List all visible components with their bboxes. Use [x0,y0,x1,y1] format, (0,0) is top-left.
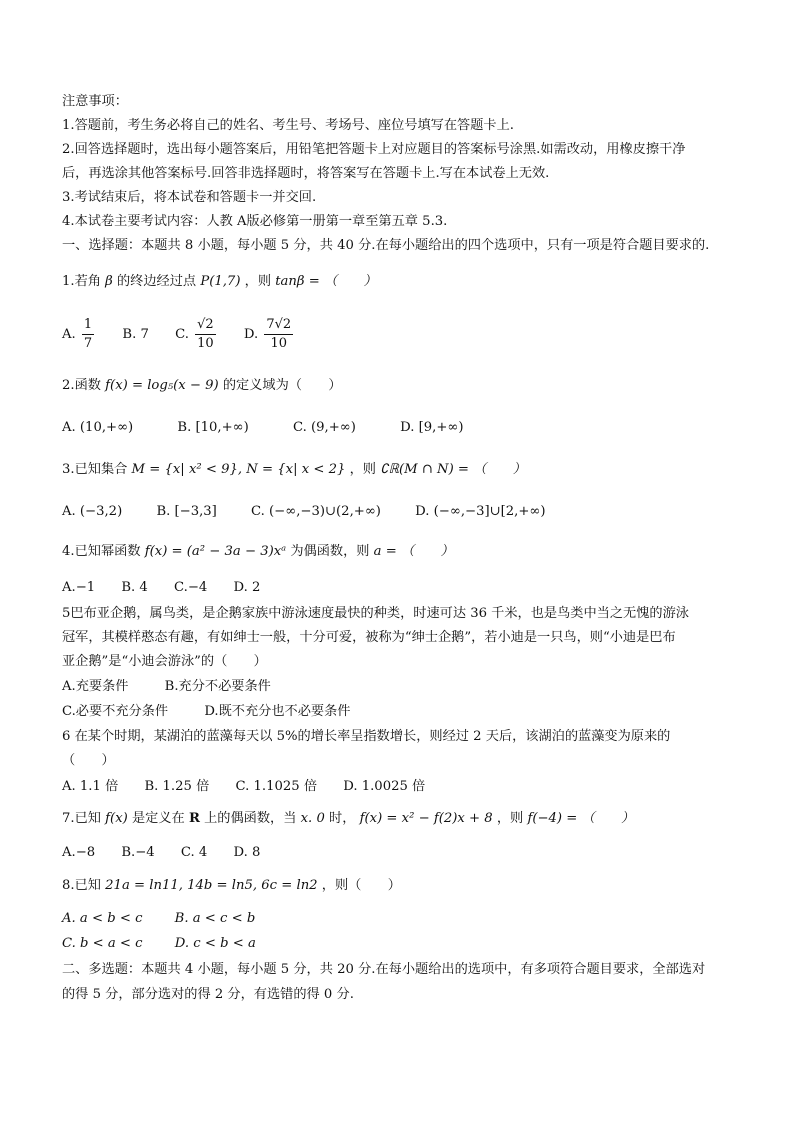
q1-option-c [175,315,218,355]
q7-expression-2: f(−4) = （ ） [527,811,635,826]
q7-stem-a: 7.已知 [62,811,101,826]
q1-stem-c: ，则 [244,274,272,289]
q3-option-a: A. (−3,2) [62,504,123,519]
q5-option-a: A.充要条件 [62,679,129,694]
notice-item-2-cont: 后，再选涂其他答案标号.回答非选择题时，将答案写在答题卡上.写在本试卷上无效. [62,166,550,181]
q6-line-1: 6 在某个时期，某湖泊的蓝藻每天以 5%的增长率呈指数增长，则经过 2 天后，该湖泊的蓝藻变为原来的 [62,729,671,744]
notice-item-1: 1.答题前，考生务必将自己的姓名、考生号、考场号、座位号填写在答题卡上. [62,118,514,133]
q1-option-a-numerator: 1 [82,316,94,335]
q1-option-c-fraction [195,316,216,353]
q1-tan: tanβ = （ ） [275,274,377,289]
q5-line-1: 5巴布亚企鹅，属鸟类，是企鹅家族中游泳速度最快的种类，时速可达 36 千米，也是鸟类中当之无愧的游泳 [62,606,689,621]
q1-option-d-denominator: 10 [270,336,288,351]
q1-option-d-label: D. [243,327,259,342]
q1-point: P(1,7) [200,274,241,289]
q7-stem-e: ，则 [496,811,524,826]
q1-beta: β [105,274,113,289]
q1-stem [62,272,377,292]
q4-option-b: B. 4 [121,580,148,595]
q7-real-set: R [188,811,200,826]
q8-option-c: C. b < a < c [62,936,143,951]
q3-option-c: C. (−∞,−3)∪(2,+∞) [251,504,381,519]
q1-stem-a: 1.若角 [62,274,101,289]
q4-options [62,578,282,598]
q8-option-b: B. a < c < b [174,911,256,926]
q5-option-b: B.充分不必要条件 [164,679,271,694]
q1-option-c-label: C. [175,327,189,342]
notice-item-4: 4.本试卷主要考试内容：人教 A版必修第一册第一章至第五章 5.3. [62,214,448,229]
q8-options-row-2 [62,934,278,954]
q4-option-d: D. 2 [233,580,261,595]
q8-expression: 21a = ln11, 14b = ln5, 6c = ln2 [105,878,318,893]
q2-expression: f(x) = log₅(x − 9) [105,378,219,393]
q3-options [62,502,568,522]
q2-option-d: D. [9,+∞) [400,420,464,435]
q7-option-b: B.−4 [121,845,155,860]
q1-option-c-numerator: √2 [195,316,216,335]
q3-stem-b: ，则 [349,462,376,477]
q1-option-d-fraction [264,316,293,353]
q3-stem [62,460,526,480]
q7-options [62,843,282,863]
section2-line-1: 二、多选题：本题共 4 小题，每小题 5 分，共 20 分.在每小题给出的选项中，有多项符合题目要求，全部选对 [62,962,706,977]
notice-item-2: 2.回答选择题时，选出每小题答案后，用铅笔把答题卡上对应题目的答案标号涂黑.如需改动，用橡皮擦干净 [62,142,686,157]
q6-options [62,777,447,797]
q8-stem [62,876,401,896]
q6-option-d: D. 1.0025 倍 [343,779,426,794]
q5-option-c: C.必要不充分条件 [62,704,169,719]
q1-option-d [244,315,295,355]
q1-options [62,315,317,355]
q8-option-a: A. a < b < c [62,911,143,926]
q7-option-a: A.−8 [62,845,96,860]
q2-option-a: A. (10,+∞) [62,420,134,435]
q7-fx: f(x) [105,811,128,826]
q8-stem-a: 8.已知 [62,878,101,893]
q6-option-c: C. 1.1025 倍 [235,779,318,794]
q7-expression: f(x) = x² − f(2)x + 8 [359,811,493,826]
q2-options [62,418,486,438]
q5-options-row-1 [62,677,293,697]
q2-stem-a: 2.函数 [62,378,101,393]
q3-option-b: B. [−3,3] [156,504,217,519]
q3-expression-2: ∁ℝ(M ∩ N) = （ ） [380,462,526,477]
q6-option-b: B. 1.25 倍 [144,779,210,794]
q2-option-c: C. (9,+∞) [293,420,356,435]
q7-stem [62,809,634,829]
q1-option-d-numerator: 7√2 [264,316,293,335]
q1-option-c-denominator: 10 [197,336,214,351]
q8-stem-b: ，则（ ） [321,878,401,893]
section2-line-2: 的得 5 分，部分选对的得 2 分，有选错的得 0 分. [62,987,354,1002]
q3-stem-a: 3.已知集合 [62,462,128,477]
q7-option-c: C. 4 [180,845,208,860]
q2-stem-b: 的定义域为（ ） [222,378,342,393]
q1-option-a-denominator: 7 [83,336,93,351]
q5-options-row-2 [62,702,373,722]
q1-option-b: B. 7 [122,327,149,342]
q7-stem-c: 上的偶函数，当 [204,811,297,826]
q7-option-d: D. 8 [233,845,261,860]
q1-option-a-label: A. [62,327,76,342]
q8-option-d: D. c < b < a [174,936,256,951]
q2-stem [62,376,342,396]
q5-line-2: 冠军，其模样憨态有趣，有如绅士一般，十分可爱，被称为“绅士企鹅”，若小迪是一只鸟，则“小迪是巴布 [62,630,676,645]
q4-expression: f(x) = (a² − 3a − 3)xᵃ [144,544,287,559]
section1-heading: 一、选择题：本题共 8 小题，每小题 5 分，共 40 分.在每小题给出的四个选项中，只有一项是符合题目要求的. [62,238,710,253]
q2-option-b: B. [10,+∞) [177,420,249,435]
q6-option-a: A. 1.1 倍 [62,779,119,794]
q7-condition: x. 0 [300,811,325,826]
q7-stem-b: 是定义在 [131,811,185,826]
q5-option-d: D.既不充分也不必要条件 [204,704,351,719]
q4-expression-2: a = （ ） [373,544,454,559]
q1-option-a-fraction [82,316,94,353]
q8-options-row-1 [62,909,277,929]
q4-option-a: A.−1 [62,580,96,595]
q6-line-2: （ ） [62,753,115,768]
q7-stem-d: 时， [329,811,356,826]
q4-stem-b: 为偶函数，则 [290,544,370,559]
q5-line-3: 亚企鹅”是“小迪会游泳”的（ ） [62,654,267,669]
q1-option-a [62,315,96,355]
q3-option-d: D. (−∞,−3]∪[2,+∞) [415,504,546,519]
q1-stem-b: 的终边经过点 [117,274,197,289]
q3-expression: M = {x| x² < 9}, N = {x| x < 2} [131,462,346,477]
q4-stem [62,542,454,562]
notice-title: 注意事项： [62,94,128,109]
notice-item-3: 3.考试结束后，将本试卷和答题卡一并交回. [62,190,317,205]
q4-option-c: C.−4 [174,580,208,595]
q4-stem-a: 4.已知幂函数 [62,544,141,559]
